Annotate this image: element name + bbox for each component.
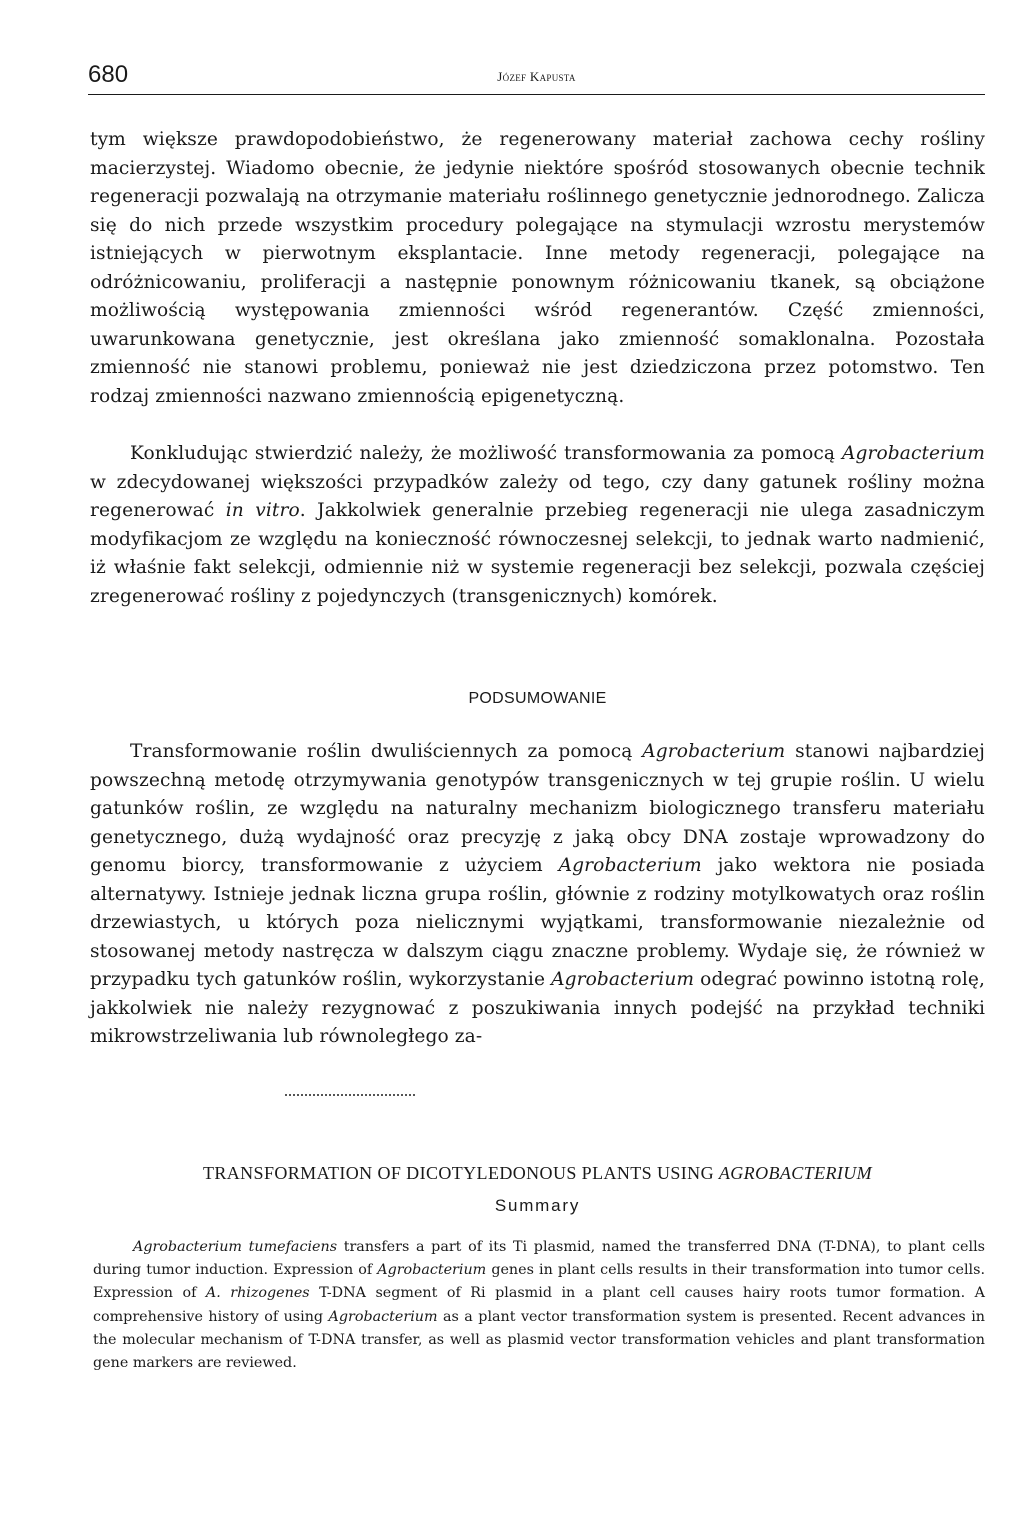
body-paragraph-2 [90, 440, 985, 611]
italic-term: Agrobacterium tumefaciens [133, 1239, 338, 1255]
title-text: TRANSFORMATION OF DICOTYLEDONOUS PLANTS USING [202, 1163, 719, 1183]
text-run: w zdecydowanej większości przypadków zależy od tego, czy dany gatunek rośliny można regenerować [90, 471, 985, 521]
text-run: Transformowanie roślin dwuliściennych za pomocą [130, 741, 643, 762]
summary-label: Summary [494, 1196, 581, 1215]
paragraph-text [90, 738, 985, 1052]
italic-term: A. rhizogenes [205, 1285, 310, 1302]
italic-term: Agrobacterium [642, 741, 786, 762]
text-run: jako wektora nie posiada alternatywy. Istnieje jednak liczna grupa roślin, głównie z rodziny motylkowatych oraz roślin drzewiastych, u których poza nielicznymi wyjątkami, transformowanie niezależnie od stosowanej metody nastręcza w dalszym ciągu znaczne problemy. Wydaje się, że również w przypadku tych gatunków roślin, wykorzystanie [90, 855, 985, 990]
print-artifact-mark [285, 1094, 415, 1096]
paragraph-text: tym większe prawdopodobieństwo, że regenerowany materiał zachowa cechy rośliny macierzystej. Wiadomo obecnie, że jedynie niektóre spośród stosowanych obecnie technik regeneracji pozwalają na otrzymanie materiału roślinnego genetycznie jednorodnego. Zalicza się do nich przede wszystkim procedury polegające na stymulacji wzrostu merystemów istniejących w pierwotnym eksplantacie. Inne metody regeneracji, polegające na odróżnicowaniu, proliferacji a następnie ponownym różnicowaniu tkanek, są obciążone możliwością występowania zmienności wśród regenerantów. Część zmienności, uwarunkowana genetycznie, jest określana jako zmienność somaklonalna. Pozostała zmienność nie stanowi problemu, ponieważ nie jest dziedziczona przez potomstwo. Ten rodzaj zmienności nazwano zmiennością epigenetyczną. [90, 129, 985, 407]
text-run: . Jakkolwiek generalnie przebieg regeneracji nie ulega zasadniczym modyfikacjom ze względu na konieczność równoczesnej selekcji, to jednak warto nadmienić, iż właśnie fakt selekcji, odmiennie niż w systemie regeneracji bez selekcji, pozwala częściej zregenerować rośliny z pojedynczych (transgenicznych) komórek. [90, 500, 986, 607]
italic-term: Agrobacterium [377, 1262, 487, 1279]
italic-term: Agrobacterium [551, 969, 695, 990]
text-run: genes in plant cells results in their transformation into tumor cells. Expression of [93, 1262, 985, 1302]
running-head [88, 60, 985, 95]
title-italic-text: AGROBACTERIUM [718, 1163, 873, 1183]
english-summary [93, 1236, 985, 1375]
english-title [90, 1163, 985, 1184]
text-run: stanowi najbardziej powszechną metodę otrzymywania genotypów transgenicznych w tej grupie roślin. U wielu gatunków roślin, ze względu na naturalny mechanizm biologicznego transferu materiału genetycznego, dużą wydajność oraz precyzję z jaką obcy DNA zostaje wprowadzony do genomu biorcy, transformowanie z użyciem [90, 741, 985, 876]
section-heading: PODSUMOWANIE [468, 690, 607, 707]
italic-term: Agrobacterium [328, 1308, 438, 1325]
paragraph-text [90, 440, 985, 611]
italic-term: in vitro [225, 500, 300, 521]
summary-paragraph [93, 1236, 985, 1375]
summary-polish-paragraph [90, 738, 985, 1052]
text-run: transfers a part of its Ti plasmid, named the transferred DNA (T-DNA), to plant cells during tumor induction. Expression of [93, 1239, 985, 1279]
text-run: T-DNA segment of Ri plasmid in a plant cell causes hairy roots tumor formation. A comprehensive history of using [93, 1285, 986, 1325]
italic-term: Agrobacterium [841, 443, 985, 464]
text-run: odegrać powinno istotną rolę, jakkolwiek nie należy rezygnować z poszukiwania innych podejść na przykład techniki mikrowstrzeliwania lub równoległego za- [90, 969, 985, 1047]
body-paragraph-1 [90, 126, 985, 411]
text-run: as a plant vector transformation system is presented. Recent advances in the molecular mechanism of T-DNA transfer, as well as plasmid vector transformation vehicles and plant transformation gene markers are reviewed. [93, 1308, 985, 1372]
running-head-author: Józef Kapusta [497, 69, 576, 84]
page-number: 680 [88, 61, 129, 88]
text-run: Konkludując stwierdzić należy, że możliwość transformowania za pomocą [130, 443, 842, 464]
italic-term: Agrobacterium [558, 855, 702, 876]
